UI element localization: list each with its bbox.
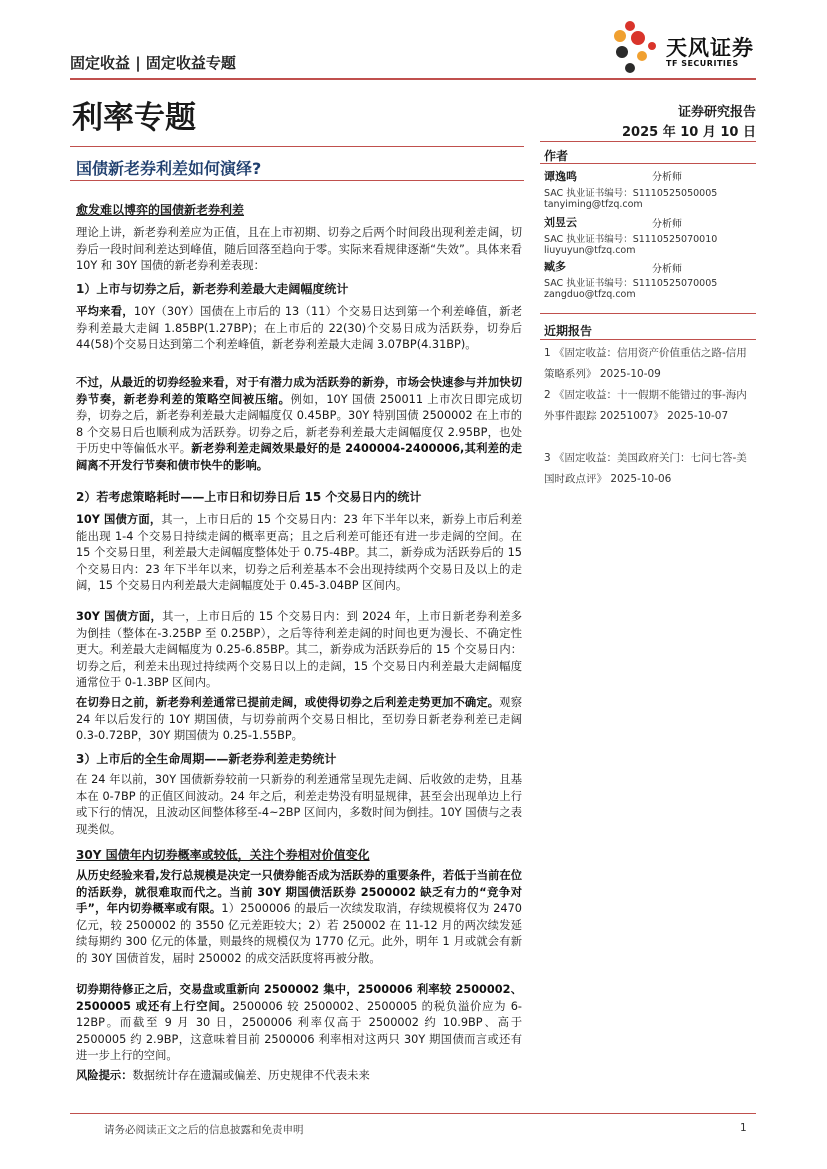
author-cert: SAC 执业证书编号：S1110525070010	[544, 234, 718, 245]
section-heading-1: 1）上市与切券之后，新老券利差最大走阔幅度统计	[76, 282, 349, 296]
author-cert: SAC 执业证书编号：S1110525070005	[544, 278, 718, 289]
paragraph-average	[76, 304, 522, 354]
section-heading-3: 3）上市后的全生命周期——新老券利差走势统计	[76, 752, 337, 766]
paragraph-text: 2500006 较 2500002、2500005 的税负溢价应为 6-12BP。而截至 9 月 30 日，2500006 利率仅高于 2500002 约 10.9BP、高于 2500005 约 2.9BP，这意味着目前 2500006 利率相对这两只 30Y 期国债而言或还有进一步上行的空间。	[76, 999, 522, 1062]
paragraph-text: 其一，上市日后的 15 个交易日内：到 2024 年，上市日新老券利差多为倒挂（整体在-3.25BP 至 0.25BP），之后等待利差走阔的时间也更为漫长、不确定性更大。利差最大走阔幅度为 0.25-6.85BP。其二，新券成为活跃券后的 15 个交易日内：切券之后，利差未出现过持续两个交易日以上的走阔，15 个交易日内利差最大走阔幅度通常位于 0-1.3BP 区间内。	[76, 610, 522, 689]
report-date: 2025 年 10 月 10 日	[622, 125, 756, 140]
paragraph-trading	[76, 982, 522, 1065]
author-name: 谭逸鸣	[544, 170, 577, 183]
paragraph-text: 其一，上市日后的 15 个交易日内：23 年下半年以来，新券上市后利差能出现 1-4 个交易日持续走阔的概率更高；且之后利差可能还有进一步走阔的空间。在 15 个交易日里，利差最大走阔幅度整体处于 0.75-4BP。其二，新券成为活跃券后的 15 个交易日内：23 年下半年以来，切券之后利差基本不会出现持续两个交易日及以上的走阔，15 个交易日内利差最大走阔幅度处于 0.45-3.04BP 区间内。	[76, 513, 522, 592]
tf-securities-logo-icon	[608, 18, 666, 76]
risk-text: 数据统计存在遗漏或偏差、历史规律不代表未来	[132, 1069, 370, 1082]
author-email-link[interactable]: zangduo@tfzq.com	[544, 289, 636, 300]
recent-report-link[interactable]: 2 《固定收益：十一假期不能错过的事-海内外事件跟踪 20251007》 2025-10-07	[544, 389, 747, 422]
recent-report-link[interactable]: 1 《固定收益：信用资产价值重估之路-信用策略系列》 2025-10-09	[544, 347, 747, 380]
paragraph-text: 观察 24 年以后发行的 10Y 期国债，与切券前两个交易日相比，至切券日新老券利差已走阔 0.3-0.72BP，30Y 期国债为 0.25-1.55BP。	[76, 696, 522, 742]
subtitle-divider	[70, 180, 524, 181]
sidebar-divider	[540, 141, 756, 142]
paragraph-lead: 在切券日之前，新老券利差通常已提前走阔，或使得切券之后利差走势更加不确定。	[76, 696, 500, 709]
main-section-heading: 愈发难以博弈的国债新老券利差	[76, 203, 245, 217]
author-name: 臧多	[544, 260, 566, 273]
paragraph-lead: 切券期待修正之后，交易盘或重新向 2500002 集中，2500006 利率较 2500002、2500005 或还有上行空间。	[76, 983, 522, 1013]
author-role: 分析师	[652, 264, 682, 275]
paragraph-issuance	[76, 868, 522, 967]
authors-divider	[540, 163, 756, 164]
page-number: 1	[740, 1122, 747, 1134]
report-type: 证券研究报告	[677, 105, 756, 120]
paragraph-text: 10Y（30Y）国债在上市后的 13（11）个交易日达到第一个利差峰值，新老券利差最大走阔 1.85BP(1.27BP)；在上市后的 22(30)个交易日成为活跃券，切券后 44(58)个交易日达到第二个利差峰值，新老券利差最大走阔 3.07BP(4.31BP)。	[76, 305, 522, 351]
risk-warning	[76, 1068, 522, 1085]
author-email-link[interactable]: liuyuyun@tfzq.com	[544, 245, 636, 256]
paragraph-lead: 10Y 国债方面，	[76, 513, 162, 526]
page-title: 利率专题	[72, 100, 196, 136]
authors-heading: 作者	[544, 149, 569, 163]
section-heading-2: 2）若考虑策略耗时——上市日和切券日后 15 个交易日内的统计	[76, 490, 422, 504]
paragraph-lead: 不过，从最近的切券经验来看，对于有潜力成为活跃券的新券，市场会快速参与并加快切券节奏，新老券利差的策略空间被压缩。	[76, 376, 522, 406]
report-subtitle: 国债新老券利差如何演绎?	[76, 159, 262, 178]
risk-label: 风险提示：	[76, 1069, 133, 1082]
author-role: 分析师	[652, 172, 682, 183]
paragraph-emphasis: 新老券利差走阔效果最好的是 2400004-2400006,其利差的走阔离不开发行节奏和债市快牛的影响。	[76, 442, 522, 472]
recent-divider	[540, 339, 756, 340]
author-email-link[interactable]: tanyiming@tfzq.com	[544, 199, 643, 210]
paragraph-before-switch	[76, 695, 522, 745]
recent-reports-heading: 近期报告	[544, 324, 593, 338]
recent-report-link[interactable]: 3 《固定收益：美国政府关门：七问七答-美国时政点评》 2025-10-06	[544, 452, 747, 485]
brand-name-en: TF SECURITIES	[666, 59, 739, 68]
recent-top-divider	[540, 313, 756, 314]
paragraph-text: 1）2500006 的最后一次续发取消，存续规模将仅为 2470 亿元，较 2500002 的 3550 亿元差距较大；2）若 250002 在 11-12 月的两次续发延续每期约 300 亿元的体量，则最终的规模仅为 1770 亿元。此外，明年 1 月或就会有新的 30Y 国债首发，届时 250002 的成交活跃度将再被分散。	[76, 902, 522, 965]
header-divider	[70, 78, 756, 80]
paragraph-10y	[76, 512, 522, 595]
author-name: 刘昱云	[544, 216, 577, 229]
author-role: 分析师	[652, 219, 682, 230]
paragraph-text: 例如，10Y 国债 250011 上市次日即完成切券，切券之后，新老券利差最大走阔幅度仅 0.45BP。30Y 特别国债 2500002 在上市的 8 个交易日后也顺利成为活跃券。切券之后，新老券利差最大走阔幅度仅 2.95BP，也处于历史中等偏低水平。	[76, 392, 522, 455]
footer-divider	[70, 1113, 756, 1114]
title-divider	[70, 146, 524, 147]
section-heading-4: 30Y 国债年内切券概率或较低，关注个券相对价值变化	[76, 848, 370, 862]
report-category: 固定收益 | 固定收益专题	[70, 54, 236, 72]
footer-disclaimer: 请务必阅读正文之后的信息披露和免责申明	[104, 1124, 304, 1136]
paragraph-lead: 从历史经验来看,发行总规模是决定一只债券能否成为活跃券的重要条件，若低于当前在位的活跃券，就很难取而代之。当前 30Y 期国债活跃券 2500002 缺乏有力的“竞争对手”，年内切券概率或有限。	[76, 869, 522, 915]
paragraph-lead: 30Y 国债方面，	[76, 610, 163, 623]
paragraph-30y	[76, 609, 522, 692]
paragraph-recent-switch	[76, 375, 522, 474]
paragraph-lead: 平均来看，	[76, 305, 134, 318]
intro-paragraph: 理论上讲，新老券利差应为正值，且在上市初期、切券之后两个时间段出现利差走阔，切券后一段时间利差达到峰值，随后回落至趋向于零。实际来看规律逐渐“失效”。具体来看 10Y 和 30Y 国债的新老券利差表现：	[76, 226, 522, 272]
brand-name: 天风证券	[666, 36, 754, 60]
paragraph-lifecycle: 在 24 年以前，30Y 国债新券较前一只新券的利差通常呈现先走阔、后收敛的走势，且基本在 0-7BP 的正值区间波动。24 年之后，利差走势没有明显规律，甚至会出现单边上行或下行的情况，且波动区间整体移至-4~2BP 区间内，多数时间为倒挂。10Y 国债与之表现类似。	[76, 773, 522, 836]
author-cert: SAC 执业证书编号：S1110525050005	[544, 188, 718, 199]
